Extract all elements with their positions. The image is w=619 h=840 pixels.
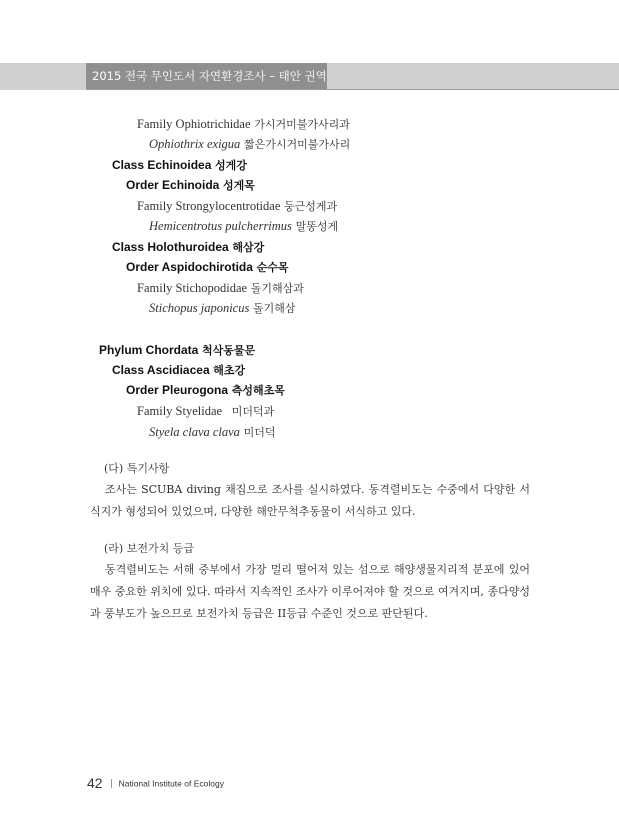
korean-name: 해삼강	[232, 241, 265, 254]
latin-name: Class Echinoidea	[112, 158, 212, 172]
korean-name: 척삭동물문	[202, 344, 256, 357]
korean-name: 미더덕과	[231, 405, 275, 418]
korean-name: 둥근성게과	[284, 200, 338, 213]
korean-name: 미더덕	[243, 426, 276, 439]
latin-name: Ophiothrix exigua	[149, 137, 241, 151]
running-header	[0, 63, 619, 90]
footer-institute: National Institute of Ecology	[118, 778, 224, 789]
section-value-heading: (라) 보전가치 등급	[104, 542, 194, 555]
footer-divider	[111, 779, 112, 788]
taxon-order-aspidochirotida	[126, 259, 288, 276]
taxon-class-ascidiacea	[112, 362, 245, 379]
taxon-family-ophiotrichidae	[137, 116, 350, 133]
taxon-order-echinoida	[126, 177, 255, 194]
korean-name: 측성해초목	[231, 384, 285, 397]
header-band-left	[0, 63, 86, 90]
taxon-family-strongylocentrotidae	[137, 198, 337, 215]
korean-name: 짧은가시거미불가사리	[243, 138, 351, 151]
latin-name: Family Ophiotrichidae	[137, 117, 251, 131]
latin-name: Order Pleurogona	[126, 383, 229, 397]
header-band-right	[327, 63, 619, 90]
section-notes-body: 조사는 SCUBA diving 채집으로 조사를 실시하였다. 동격렬비도는 수중에서 다양한 서식지가 형성되어 있었으며, 다양한 해안무척추동물이 서식하고 있다.	[90, 483, 530, 518]
korean-name: 성게강	[215, 159, 247, 172]
page-number: 42	[87, 775, 103, 791]
latin-name: Stichopus japonicus	[149, 301, 250, 315]
latin-name: Family Styelidae	[137, 404, 223, 418]
section-value-body: 동격렬비도는 서해 중부에서 가장 멀리 떨어져 있는 섬으로 해양생물지리적 분포에 있어 매우 중요한 위치에 있다. 따라서 지속적인 조사가 이루어져야 할 것으로 여겨지며, 종다양성과 풍부도가 높으므로 보전가치 등급은 II등급 수준인 것으로 판단된다.	[90, 563, 530, 620]
korean-name: 돌기해삼과	[250, 282, 304, 295]
taxon-phylum-chordata	[99, 342, 255, 359]
latin-name: Styela clava clava	[149, 425, 240, 439]
page-footer	[87, 773, 224, 792]
latin-name: Phylum Chordata	[99, 343, 199, 357]
korean-name: 말똥성게	[295, 220, 339, 233]
korean-name: 해초강	[213, 364, 246, 377]
taxon-order-pleurogona	[126, 382, 285, 399]
taxon-species-styela	[149, 424, 275, 441]
latin-name: Class Ascidiacea	[112, 363, 210, 377]
latin-name: Order Aspidochirotida	[126, 260, 253, 274]
korean-name: 성게목	[223, 179, 255, 192]
taxon-species-ophiothrix	[149, 136, 350, 153]
taxon-family-stichopodidae	[137, 280, 304, 297]
taxon-class-holothuroidea	[112, 239, 264, 256]
latin-name: Family Stichopodidae	[137, 281, 248, 295]
latin-name: Class Holothuroidea	[112, 240, 229, 254]
taxon-family-styelidae	[137, 403, 274, 420]
latin-name: Order Echinoida	[126, 178, 220, 192]
taxon-species-hemicentrotus	[149, 218, 338, 235]
korean-name: 가시거미불가사리과	[254, 118, 350, 131]
taxon-species-stichopus	[149, 300, 296, 317]
header-title: 2015 전국 무인도서 자연환경조사 – 태안 권역	[92, 69, 327, 83]
latin-name: Hemicentrotus pulcherrimus	[149, 219, 292, 233]
section-notes-heading: (다) 특기사항	[104, 462, 170, 475]
korean-name: 순수목	[256, 261, 289, 274]
latin-name: Family Strongylocentrotidae	[137, 199, 281, 213]
korean-name: 돌기해삼	[253, 302, 296, 315]
taxon-class-echinoidea	[112, 157, 247, 174]
